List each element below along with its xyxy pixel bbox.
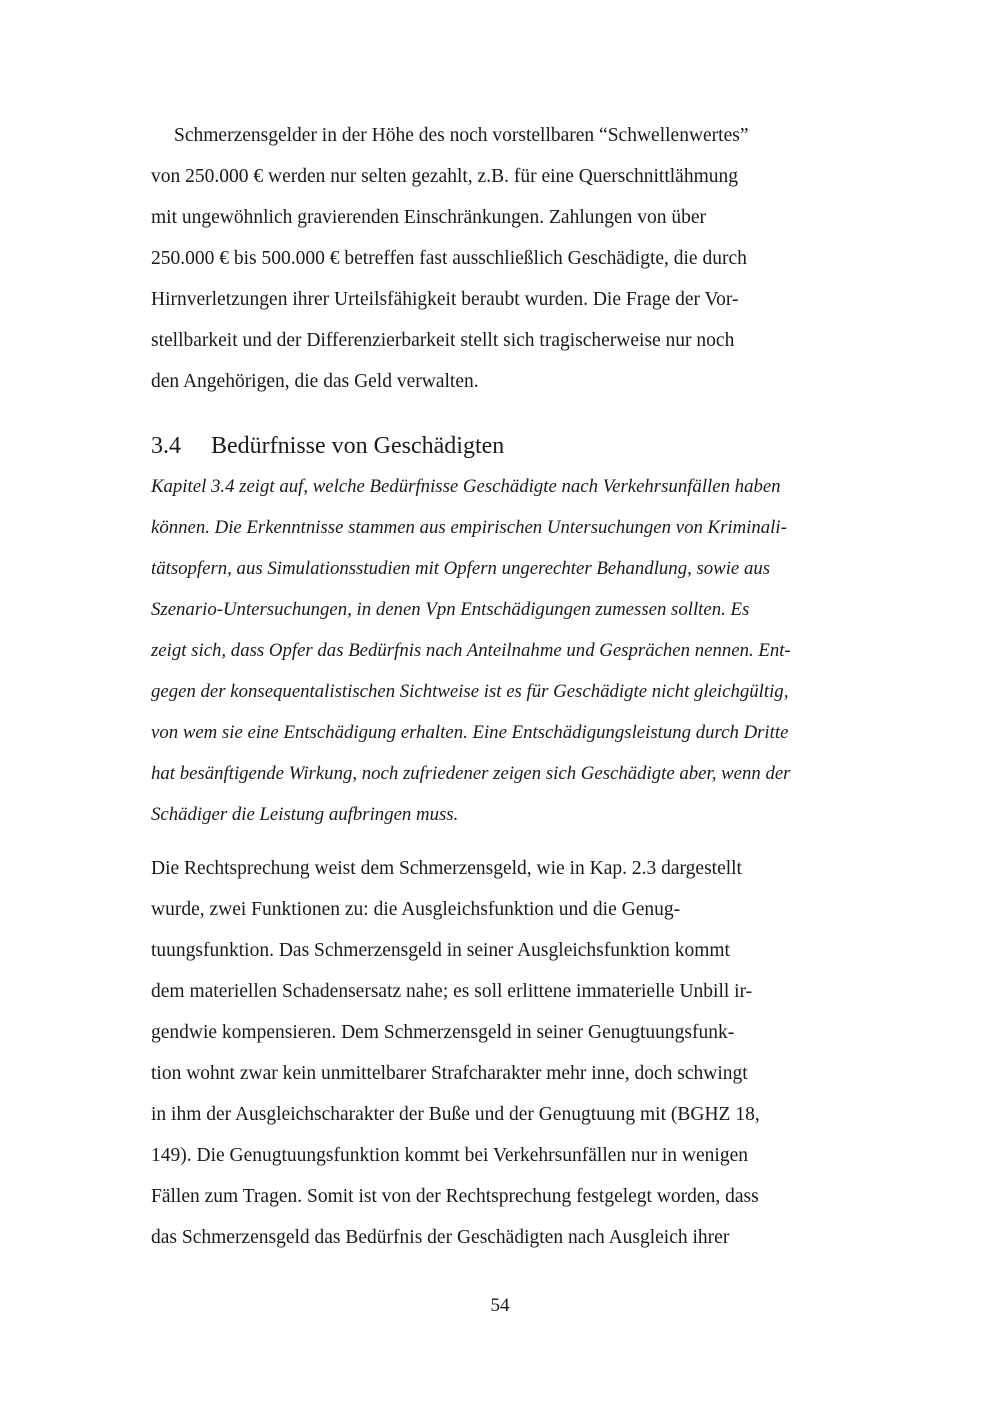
- text-line: Die Rechtsprechung weist dem Schmerzensgeld, wie in Kap. 2.3 dargestellt: [151, 858, 742, 879]
- text-line: Hirnverletzungen ihrer Urteilsfähigkeit beraubt wurden. Die Frage der Vor-: [151, 289, 739, 310]
- text-line: von 250.000 € werden nur selten gezahlt, z.B. für eine Querschnittlähmung: [151, 166, 739, 187]
- text-line: mit ungewöhnlich gravierenden Einschränkungen. Zahlungen von über: [151, 207, 707, 228]
- summary-line: zeigt sich, dass Opfer das Bedürfnis nach Anteilnahme und Gesprächen nennen. Ent-: [151, 640, 791, 661]
- summary-line: Schädiger die Leistung aufbringen muss.: [151, 804, 459, 825]
- summary-line: können. Die Erkenntnisse stammen aus empirischen Untersuchungen von Kriminali-: [151, 517, 787, 538]
- text-line: dem materiellen Schadensersatz nahe; es soll erlittene immaterielle Unbill ir-: [151, 981, 753, 1002]
- text-line: das Schmerzensgeld das Bedürfnis der Geschädigten nach Ausgleich ihrer: [151, 1227, 730, 1248]
- text-line: Fällen zum Tragen. Somit ist von der Rechtsprechung festgelegt worden, dass: [151, 1186, 759, 1207]
- text-line: in ihm der Ausgleichscharakter der Buße und der Genugtuung mit (BGHZ 18,: [151, 1104, 760, 1125]
- text-line: gendwie kompensieren. Dem Schmerzensgeld in seiner Genugtuungsfunk-: [151, 1022, 735, 1043]
- summary-line: Szenario-Untersuchungen, in denen Vpn Entschädigungen zumessen sollten. Es: [151, 599, 750, 620]
- section-summary: [151, 466, 851, 835]
- text-line: 149). Die Genugtuungsfunktion kommt bei Verkehrsunfällen nur in wenigen: [151, 1145, 748, 1166]
- text-line: tion wohnt zwar kein unmittelbarer Strafcharakter mehr inne, doch schwingt: [151, 1063, 748, 1084]
- summary-line: Kapitel 3.4 zeigt auf, welche Bedürfnisse Geschädigte nach Verkehrsunfällen haben: [151, 476, 781, 497]
- text-line: stellbarkeit und der Differenzierbarkeit stellt sich tragischerweise nur noch: [151, 330, 735, 351]
- text-line: tuungsfunktion. Das Schmerzensgeld in seiner Ausgleichsfunktion kommt: [151, 940, 730, 961]
- page-number: 54: [490, 1295, 510, 1316]
- summary-line: hat besänftigende Wirkung, noch zufriedener zeigen sich Geschädigte aber, wenn der: [151, 763, 791, 784]
- text-line: den Angehörigen, die das Geld verwalten.: [151, 371, 479, 392]
- section-number: 3.4: [151, 433, 181, 459]
- section-heading: [151, 428, 504, 464]
- text-line: wurde, zwei Funktionen zu: die Ausgleichsfunktion und die Genug-: [151, 899, 681, 920]
- text-line: 250.000 € bis 500.000 € betreffen fast ausschließlich Geschädigte, die durch: [151, 248, 747, 269]
- paragraph-2: [151, 848, 851, 1258]
- summary-line: gegen der konsequentalistischen Sichtweise ist es für Geschädigte nicht gleichgültig,: [151, 681, 789, 702]
- paragraph-1: [151, 115, 851, 402]
- summary-line: tätsopfern, aus Simulationsstudien mit Opfern ungerechter Behandlung, sowie aus: [151, 558, 771, 579]
- text-line: Schmerzensgelder in der Höhe des noch vorstellbaren “Schwellenwertes”: [174, 125, 749, 146]
- summary-line: von wem sie eine Entschädigung erhalten. Eine Entschädigungsleistung durch Dritte: [151, 722, 789, 743]
- section-title: Bedürfnisse von Geschädigten: [211, 433, 505, 459]
